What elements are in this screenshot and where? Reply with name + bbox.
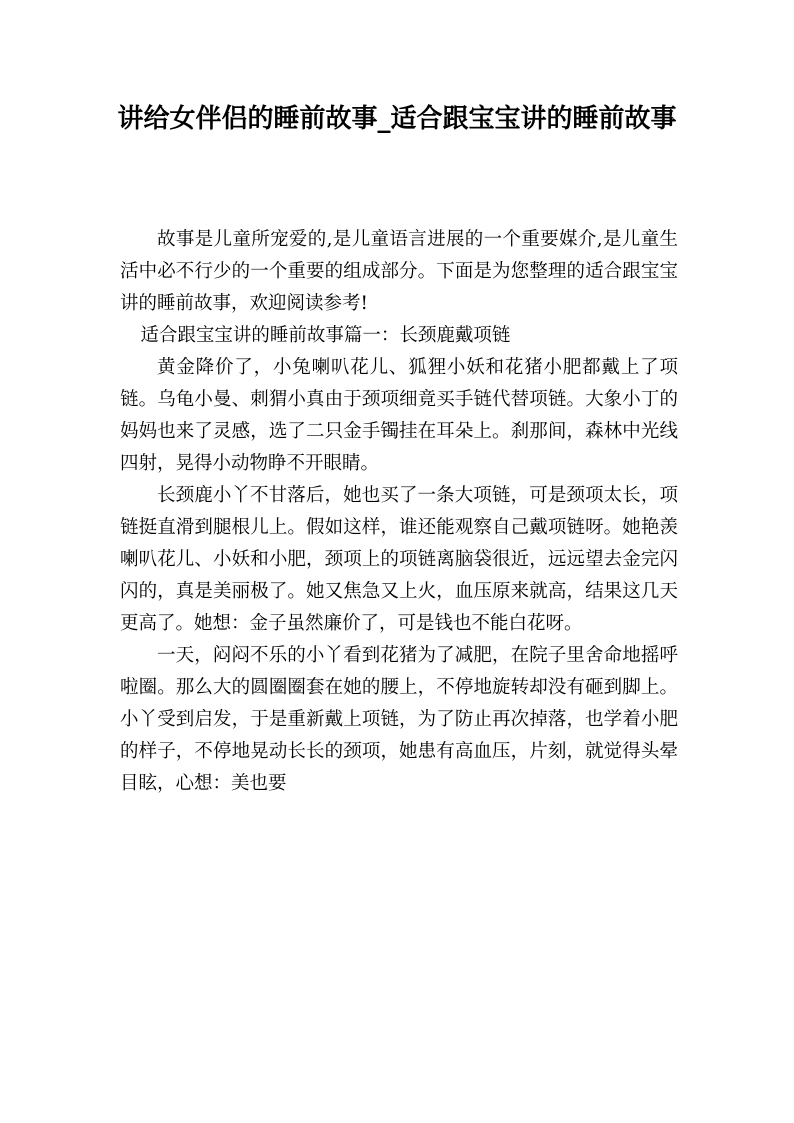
story-subheading: 适合跟宝宝讲的睡前故事篇一：长颈鹿戴项链	[140, 325, 511, 347]
story-paragraph-3: 一天，闷闷不乐的小丫看到花猪为了减肥，在院子里舍命地摇呼啦圈。那么大的圆圈圈套在她的腰上，不停地旋转却没有砸到脚上。小丫受到启发，于是重新戴上项链，为了防止再次掉落，也学着小肥的样子，不停地晃动长长的颈项，她患有高血压，片刻，就觉得头晕目眩，心想：美也要	[120, 645, 678, 794]
story-paragraph-1: 黄金降价了，小兔喇叭花儿、狐狸小妖和花猪小肥都戴上了项链。乌龟小曼、刺猬小真由于颈项细竟买手链代替项链。大象小丁的妈妈也来了灵感，选了二只金手镯挂在耳朵上。刹那间，森林中光线四射，晃得小动物睁不开眼睛。	[120, 357, 678, 474]
intro-paragraph: 故事是儿童所宠爱的,是儿童语言进展的一个重要媒介,是儿童生活中必不行少的一个重要的组成部分。下面是为您整理的适合跟宝宝讲的睡前故事，欢迎阅读参考!	[120, 229, 678, 314]
document-title: 讲给女伴侣的睡前故事_适合跟宝宝讲的睡前故事	[117, 104, 677, 134]
document-body	[120, 224, 678, 800]
story-paragraph-2: 长颈鹿小丫不甘落后，她也买了一条大项链，可是颈项太长，项链挺直滑到腿根儿上。假如这样，谁还能观察自己戴项链呀。她艳羡喇叭花儿、小妖和小肥，颈项上的项链离脑袋很近，远远望去金完闪闪的，真是美丽极了。她又焦急又上火，血压原来就高，结果这几天更高了。她想：金子虽然廉价了，可是钱也不能白花呀。	[120, 485, 678, 634]
